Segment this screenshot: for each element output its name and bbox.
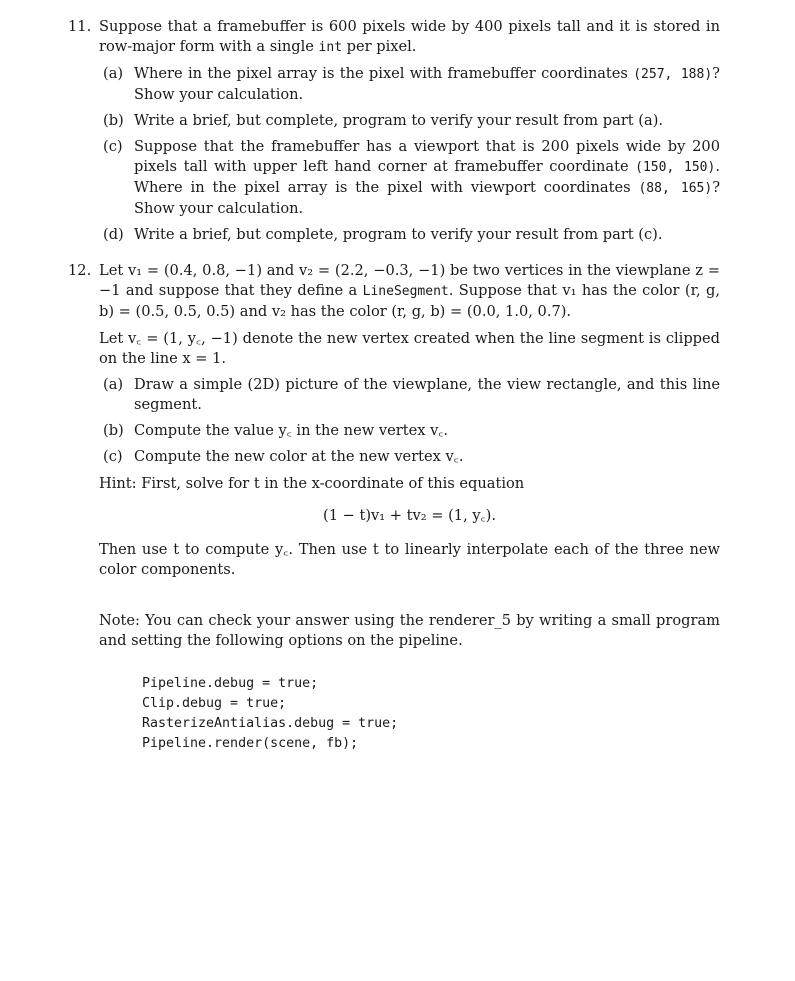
part-a: (a) Where in the pixel array is the pixel with framebuffer coordinates (257, 188)? Show your calculation.	[103, 65, 720, 103]
question-11	[68, 17, 720, 245]
part-c: (c) Suppose that the framebuffer has a viewport that is 200 pixels wide by 200 pixels tall with upper left hand corner at framebuffer coordinate (150, 150). Where in the pixel array is the pixel with viewport coordinates (88, 165)? Show your calculation.	[103, 138, 721, 217]
equation: (1 − t)v₁ + tv₂ = (1, y꜀).	[323, 507, 496, 524]
hint: Hint: First, solve for t in the x-coordinate of this equation	[99, 475, 525, 492]
question-intro: Let v₁ = (0.4, 0.8, −1) and v₂ = (2.2, −0.3, −1) be two vertices in the viewplane z = −1 and suppose that they define a LineSegment. Suppose that v₁ has the color (r, g, b) = (0.5, 0.5, 0.5) and v₂ has the color (r, g, b) = (0.0, 1.0, 0.7).	[99, 262, 721, 320]
question-12	[68, 261, 720, 580]
code-line: RasterizeAntialias.debug = true;	[142, 716, 399, 731]
code-block	[142, 674, 398, 754]
question-intro: Suppose that a framebuffer is 600 pixels wide by 400 pixels tall and it is stored in row-major form with a single int per pixel.	[99, 18, 720, 55]
code-line: Pipeline.render(scene, fb);	[142, 736, 359, 751]
part-a: (a) Draw a simple (2D) picture of the viewplane, the view rectangle, and this line segment.	[103, 376, 720, 413]
code-line: Clip.debug = true;	[142, 696, 287, 711]
code-line: Pipeline.debug = true;	[142, 676, 319, 691]
question-number: 12.	[68, 262, 92, 279]
note-paragraph: Note: You can check your answer using the renderer_5 by writing a small program and setting the following options on the pipeline.	[99, 612, 720, 649]
after-hint: Then use t to compute y꜀. Then use t to linearly interpolate each of the three new color components.	[99, 541, 720, 578]
part-c: (c) Compute the new color at the new vertex v꜀.	[103, 448, 464, 465]
part-d: (d) Write a brief, but complete, program to verify your result from part (c).	[103, 226, 663, 243]
part-b: (b) Compute the value y꜀ in the new vertex v꜀.	[103, 422, 449, 439]
question-number: 11.	[68, 18, 92, 35]
clip-paragraph: Let v꜀ = (1, y꜀, −1) denote the new vertex created when the line segment is clipped on the line x = 1.	[99, 330, 720, 367]
part-b: (b) Write a brief, but complete, program to verify your result from part (a).	[103, 112, 664, 129]
